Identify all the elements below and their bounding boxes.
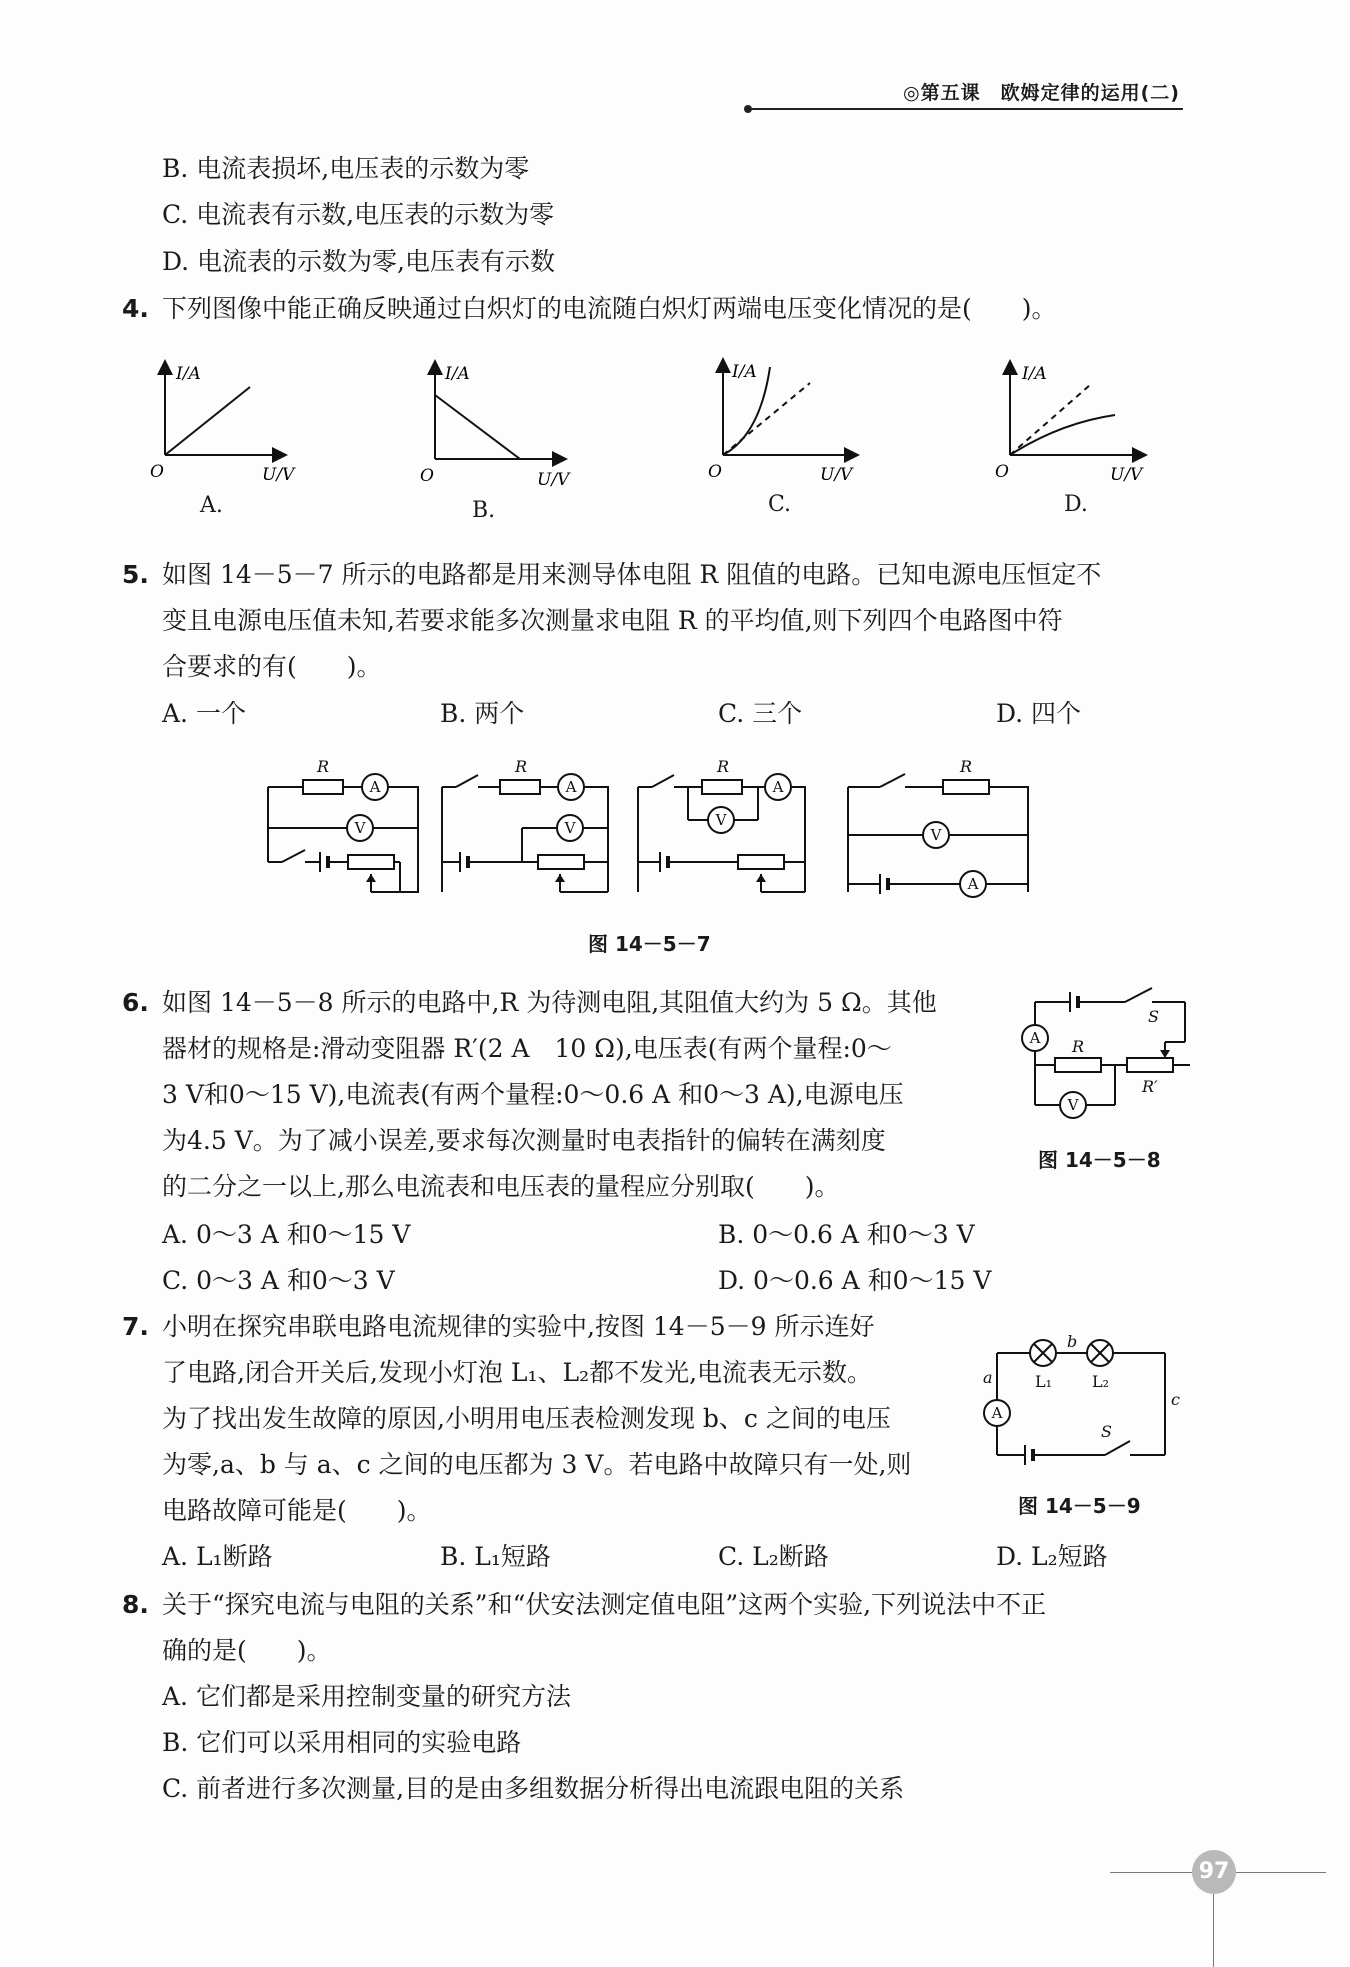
graph-d-ylabel: I/A xyxy=(1022,364,1047,384)
fig9-label-a: a xyxy=(983,1368,993,1387)
q6-line-2: 器材的规格是:滑动变阻器 R′(2 A 10 Ω),电压表(有两个量程:0～ xyxy=(162,1034,892,1063)
q6-line-4: 为4.5 V。为了减小误差,要求每次测量时电表指针的偏转在满刻度 xyxy=(162,1126,886,1155)
q5-line-3: 合要求的有( )。 xyxy=(162,652,382,681)
fig9-label-c: c xyxy=(1171,1390,1180,1409)
c4-ammeter: A xyxy=(967,875,979,893)
graph-c xyxy=(708,362,854,485)
q7-number: 7. xyxy=(122,1312,149,1341)
q5-option-b: B. 两个 xyxy=(440,699,525,728)
q5-line-2: 变且电源电压值未知,若要求能多次测量求电阻 R 的平均值,则下列四个电路图中符 xyxy=(162,606,1063,635)
header-rule xyxy=(750,108,1183,110)
graph-a-label: A. xyxy=(200,493,223,518)
fig9-label-l1: L₁ xyxy=(1035,1372,1053,1391)
q6-option-b: B. 0～0.6 A 和0～3 V xyxy=(718,1220,975,1249)
graph-b-origin: O xyxy=(420,466,434,486)
page-number: 97 xyxy=(1192,1850,1236,1894)
fig-14-5-8-circuit xyxy=(1010,980,1210,1120)
q4-text: 下列图像中能正确反映通过白炽灯的电流随白炽灯两端电压变化情况的是( )。 xyxy=(162,294,1057,323)
circuit-1 xyxy=(268,774,418,892)
q8-number: 8. xyxy=(122,1590,149,1619)
page-number-rule-right xyxy=(1236,1872,1326,1873)
c3-ammeter: A xyxy=(772,778,784,796)
fig8-label-r: R xyxy=(1072,1037,1085,1056)
c2-ammeter: A xyxy=(565,778,577,796)
fig9-label-l2: L₂ xyxy=(1092,1372,1110,1391)
q4-graphs xyxy=(140,355,1220,525)
c1-voltmeter: V xyxy=(354,819,366,837)
page-number-rule-left xyxy=(1110,1872,1192,1873)
q8-option-b: B. 它们可以采用相同的实验电路 xyxy=(162,1728,522,1757)
fig-14-5-8-caption: 图 14－5－8 xyxy=(1038,1148,1161,1172)
fig9-label-s: S xyxy=(1101,1422,1112,1441)
q7-option-b: B. L₁短路 xyxy=(440,1542,551,1571)
circuit-2 xyxy=(442,774,608,892)
q6-line-5: 的二分之一以上,那么电流表和电压表的量程应分别取( )。 xyxy=(162,1172,840,1201)
graph-d xyxy=(995,364,1144,485)
c1-ammeter: A xyxy=(369,778,381,796)
page-number-rule-vertical xyxy=(1213,1894,1214,1967)
fig-14-5-7-circuits xyxy=(260,752,1040,902)
q7-line-4: 为零,a、b 与 a、c 之间的电压都为 3 V。若电路中故障只有一处,则 xyxy=(162,1450,912,1479)
graph-a-xlabel: U/V xyxy=(262,465,295,485)
c2-voltmeter: V xyxy=(564,819,576,837)
q6-option-a: A. 0～3 A 和0～15 V xyxy=(162,1220,411,1249)
c3-label-r: R xyxy=(717,757,730,776)
q8-line-1: 关于“探究电流与电阻的关系”和“伏安法测定值电阻”这两个实验,下列说法中不正 xyxy=(162,1590,1047,1619)
fig8-label-rprime: R′ xyxy=(1142,1077,1158,1096)
q7-line-2: 了电路,闭合开关后,发现小灯泡 L₁、L₂都不发光,电流表无示数。 xyxy=(162,1358,873,1387)
q5-line-1: 如图 14－5－7 所示的电路都是用来测导体电阻 R 阻值的电路。已知电源电压恒定不 xyxy=(162,560,1102,589)
graph-b-xlabel: U/V xyxy=(537,470,570,490)
c1-label-r: R xyxy=(317,757,330,776)
graph-c-label: C. xyxy=(768,492,792,517)
graph-d-xlabel: U/V xyxy=(1110,465,1143,485)
q4-number: 4. xyxy=(122,294,149,323)
graph-a xyxy=(150,364,296,485)
q7-option-d: D. L₂短路 xyxy=(996,1542,1108,1571)
q6-option-d: D. 0～0.6 A 和0～15 V xyxy=(718,1266,992,1295)
graph-b xyxy=(420,364,571,490)
page-header-title: ◎第五课 欧姆定律的运用(二) xyxy=(903,82,1180,104)
q8-option-c: C. 前者进行多次测量,目的是由多组数据分析得出电流跟电阻的关系 xyxy=(162,1774,905,1803)
q3-option-b: B. 电流表损坏,电压表的示数为零 xyxy=(162,154,530,183)
q7-option-c: C. L₂断路 xyxy=(718,1542,829,1571)
q7-line-1: 小明在探究串联电路电流规律的实验中,按图 14－5－9 所示连好 xyxy=(162,1312,875,1341)
q8-line-2: 确的是( )。 xyxy=(162,1636,332,1665)
fig9-ammeter: A xyxy=(991,1404,1003,1422)
c4-label-r: R xyxy=(960,757,973,776)
q6-line-3: 3 V和0～15 V),电流表(有两个量程:0～0.6 A 和0～3 A),电源电压 xyxy=(162,1080,904,1109)
q6-number: 6. xyxy=(122,988,149,1017)
c3-voltmeter: V xyxy=(715,811,727,829)
q5-option-c: C. 三个 xyxy=(718,699,803,728)
graph-d-origin: O xyxy=(995,462,1009,482)
graph-b-label: B. xyxy=(472,498,496,523)
q3-option-d: D. 电流表的示数为零,电压表有示数 xyxy=(162,247,555,276)
fig8-label-s: S xyxy=(1148,1007,1159,1026)
q5-option-d: D. 四个 xyxy=(996,699,1082,728)
c2-label-r: R xyxy=(515,757,528,776)
q7-option-a: A. L₁断路 xyxy=(162,1542,273,1571)
q7-line-5: 电路故障可能是( )。 xyxy=(162,1496,432,1525)
fig-14-5-7-caption: 图 14－5－7 xyxy=(588,932,711,956)
q5-option-a: A. 一个 xyxy=(162,699,246,728)
graph-c-xlabel: U/V xyxy=(820,465,853,485)
graph-a-origin: O xyxy=(150,462,164,482)
fig-14-5-9-circuit xyxy=(975,1325,1195,1475)
graph-c-ylabel: I/A xyxy=(732,362,757,382)
q6-line-1: 如图 14－5－8 所示的电路中,R 为待测电阻,其阻值大约为 5 Ω。其他 xyxy=(162,988,937,1017)
q6-option-c: C. 0～3 A 和0～3 V xyxy=(162,1266,395,1295)
graph-d-label: D. xyxy=(1064,492,1088,517)
fig8-ammeter: A xyxy=(1029,1029,1041,1047)
fig-14-5-9-caption: 图 14－5－9 xyxy=(1018,1494,1141,1518)
q7-line-3: 为了找出发生故障的原因,小明用电压表检测发现 b、c 之间的电压 xyxy=(162,1404,891,1433)
fig9-label-b: b xyxy=(1067,1332,1078,1351)
q8-option-a: A. 它们都是采用控制变量的研究方法 xyxy=(162,1682,571,1711)
graph-b-ylabel: I/A xyxy=(445,364,470,384)
fig8-voltmeter: V xyxy=(1067,1096,1079,1114)
q5-number: 5. xyxy=(122,560,149,589)
graph-c-origin: O xyxy=(708,462,722,482)
c4-voltmeter: V xyxy=(930,826,942,844)
q3-option-c: C. 电流表有示数,电压表的示数为零 xyxy=(162,200,555,229)
graph-a-ylabel: I/A xyxy=(176,364,201,384)
